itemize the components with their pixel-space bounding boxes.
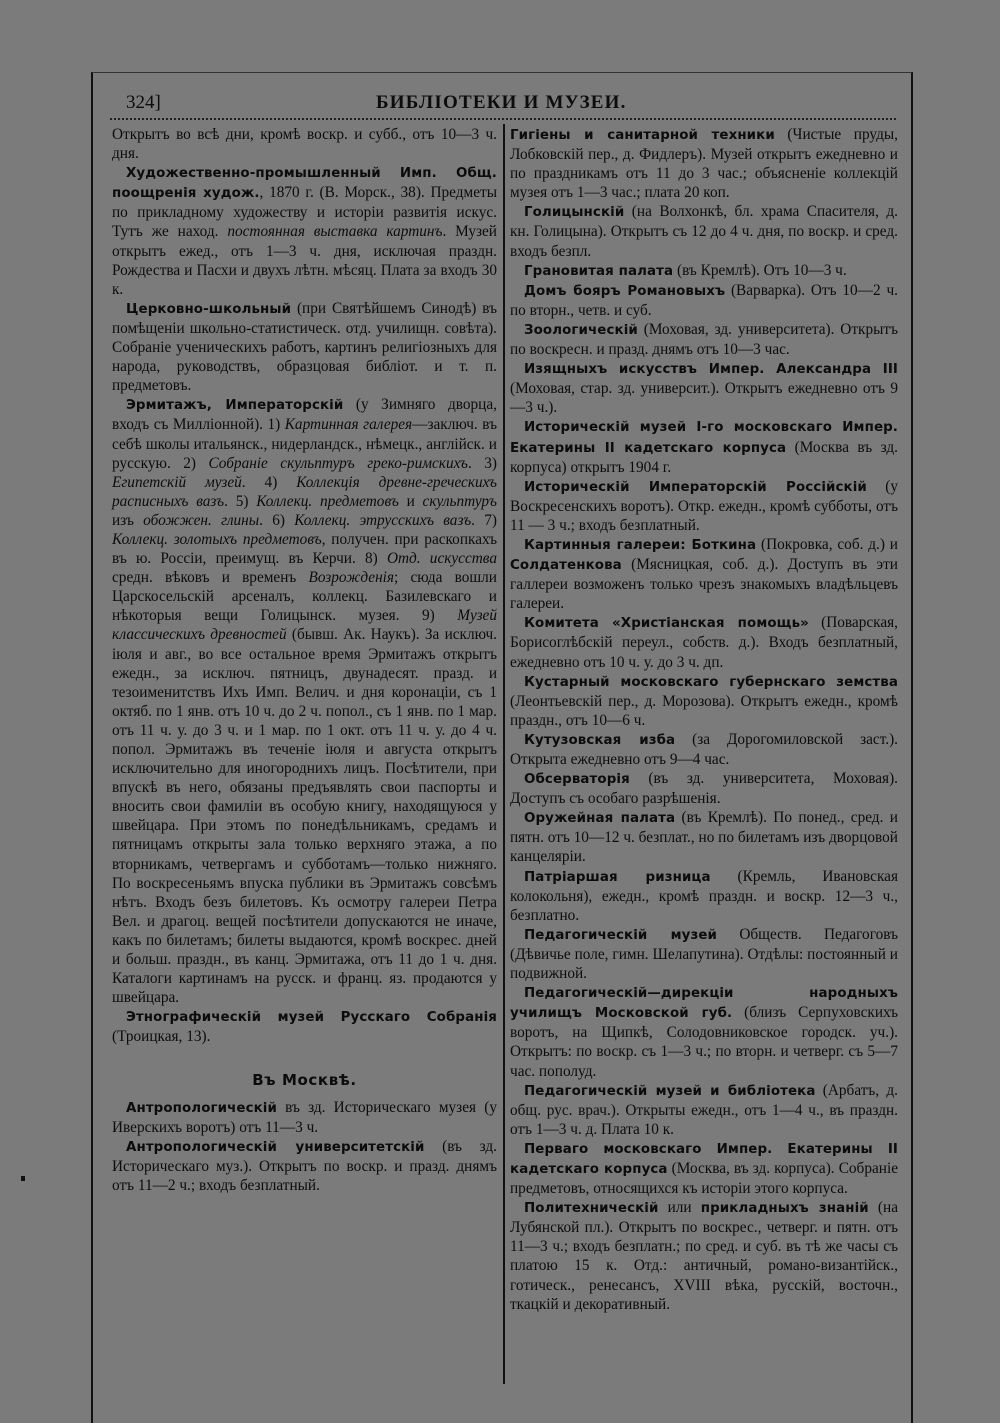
running-title: БИБЛІОТЕКИ И МУЗЕИ. <box>376 92 627 113</box>
entry-name: Кутузовская изба <box>524 732 676 748</box>
entry: Перваго московскаго Импер. Екатерины II кадетскаго корпуса (Москва, въ зд. корпуса). Собраніе предметовъ, относящихся къ исторіи этого корпуса. <box>510 1141 898 1198</box>
entry: Обсерваторія (въ зд. университета, Моховая). Доступъ съ особаго разрѣшенія. <box>510 770 898 808</box>
entry: Картинныя галереи: Боткина (Покровка, соб. д.) и Солдатенкова (Мясницкая, соб. д.). Доступъ въ эти галлереи возможенъ только чрезъ знакомыхъ владѣльцевъ галереи. <box>510 535 898 613</box>
entry-name: Художественно-промышленный Имп. Общ. поощренія худож. <box>112 166 497 202</box>
entry: Политехническій или прикладныхъ знаній (на Лубянской пл.). Открытъ по воскрес., четверг. и пятн. отъ 11—3 ч.; входъ безплатн.; по сред. и суб. въ тѣ же часы съ платою 15 к. Отд.: античный, романо-византійск., готическ., ренесансъ, XVIII вѣка, русскій, восточн., ткацкій и декоративный. <box>510 1199 898 1313</box>
section-heading: Въ Москвѣ. <box>252 1070 357 1089</box>
entry: Голицынскій (на Волхонкѣ, бл. храма Спасителя, д. кн. Голицына). Открытъ съ 12 до 4 ч. дня, по воскр. и сред. входъ безпл. <box>510 203 898 260</box>
entry-name: Гигіены и санитарной техники <box>510 128 775 143</box>
entry-name: Изящныхъ искусствъ Импер. Александра III <box>524 362 898 378</box>
entry-name: Педагогическій—дирекціи народныхъ училищъ Московской губ. <box>510 986 898 1022</box>
entry-name: Антропологическій <box>126 1100 277 1116</box>
entry-name: Политехническій <box>524 1201 659 1217</box>
entry-name: Солдатенкова <box>510 558 622 574</box>
entry: Патріаршая ризница (Кремль, Ивановская колокольня), ежедн., кромѣ праздн. и воскр. 12—3 ч., безплатно. <box>510 867 898 924</box>
entry: Антропологическій въ зд. Историческаго музея (у Иверскихъ воротъ) отъ 11—3 ч. <box>112 1098 497 1136</box>
entry: Кустарный московскаго губернскаго земства (Леонтьевскій пер., д. Морозова). Открытъ ежедн., кромѣ праздн., отъ 10—6 ч. <box>510 674 898 729</box>
entry: Домъ бояръ Романовыхъ (Варварка). Отъ 10—2 ч. по вторн., четв. и суб. <box>510 281 898 319</box>
entry: Грановитая палата (въ Кремлѣ). Отъ 10—3 ч. <box>524 261 847 279</box>
entry: Зоологическій (Моховая, зд. университета). Открытъ по воскресн. и празд. днямъ отъ 10—3 час. <box>510 320 898 359</box>
column-separator <box>503 124 505 1384</box>
entry-name: Этнографическій музей Русскаго Собранія <box>126 1010 497 1026</box>
entry-name: Антропологическій университетскій <box>126 1139 425 1155</box>
entry-name: Обсерваторія <box>524 772 630 788</box>
entry-name: Зоологическій <box>524 322 638 338</box>
entry-continuation: Открытъ во всѣ дни, кромѣ воскр. и субб., отъ 10—3 ч. дня. <box>112 126 497 163</box>
entry-name: Педагогическій музей и библіотека <box>524 1083 816 1099</box>
entry-name: Домъ бояръ Романовыхъ <box>524 283 726 299</box>
entry: Художественно-промышленный Имп. Общ. поощренія худож., 1870 г. (В. Морск., 38). Предметы по прикладному художеству и исторіи развитія искус. Тутъ же наход. постоянная выставка картинъ. Музей открытъ ежед., отъ 1—3 ч. дня, исключая праздн. Рождества и Пасхи и двухъ лѣтн. мѣсяц. Плата за входъ 30 к. <box>112 166 497 298</box>
entry-name: Грановитая палата <box>524 263 674 279</box>
entry: Изящныхъ искусствъ Импер. Александра III (Моховая, стар. зд. университ.). Открытъ ежедневно отъ 9—3 ч.). <box>510 362 898 417</box>
entry: Педагогическій музей и библіотека (Арбатъ, д. общ. рус. врач.). Открыты ежедн., отъ 1—4 ч., въ праздн. отъ 1—3 ч. д. Плата 10 к. <box>510 1081 898 1138</box>
entry: Педагогическій—дирекціи народныхъ училищъ Московской губ. (близъ Серпуховскихъ воротъ, на Щипкѣ, Солодовниковское городск. уч.). Открытъ: по воскр. съ 1—3 ч.; по вторн. и четверг. съ 5—7 час. пополуд. <box>510 986 898 1080</box>
entry-name: Эрмитажъ, Императорскій <box>126 398 344 414</box>
ink-speck <box>21 1176 25 1181</box>
right-column <box>510 125 898 1314</box>
entry: Антропологическій университетскій (въ зд. Историческаго муз.). Открытъ по воскр. и празд. днямъ отъ 11—2 ч.; входъ безплатный. <box>112 1137 497 1194</box>
entry: Оружейная палата (въ Кремлѣ). По понед., сред. и пятн. отъ 10—12 ч. безплат., но по билетамъ изъ дворцовой канцеляріи. <box>510 809 898 866</box>
entry-name: прикладныхъ знаній <box>700 1201 869 1217</box>
entry-name: Историческій Императорскій Россійскій <box>524 479 867 495</box>
entry-name: Историческій музей I-го московскаго Импер. Екатерины II кадетскаго корпуса <box>510 420 898 456</box>
entry: Эрмитажъ, Императорскій (у Зимняго дворца, входъ съ Миллiонной). 1) Картинная галерея—заключ. въ себѣ школы итальянск., нидерландск., нѣмецк., англійск. и русскую. 2) Собраніе скульптуръ греко-римскихъ. 3) Египетскій музей. 4) Коллекція древне-греческихъ расписныхъ вазъ. 5) Коллекц. предметовъ и скульптуръ изъ обожжен. глины. 6) Коллекц. этрусскихъ вазъ. 7) Коллекц. золотыхъ предметовъ, получен. при раскопкахъ въ ю. Россіи, преимущ. въ Керчи. 8) Отд. искусства средн. вѣковъ и временъ Возрожденія; сюда вошли Царскосельскій арсеналъ, коллекц. Базилевскаго и нѣкоторыя вещи Голицынск. музея. 9) Музей классическихъ древностей (бывш. Ак. Наукъ). За исключ. іюля и авг., во все остальное время Эрмитажъ открытъ ежедн., за исключ. пятницъ, двунадесят. празд. и тезоименитствъ Ихъ Имп. Велич. и дня коронаціи, съ 1 октяб. по 1 янв. отъ 10 ч. до 2 ч. попол., съ 1 янв. по 1 мар. отъ 11 ч. у. до 3 ч. и 1 мар. по 1 окт. отъ 11 ч. у. до 4 ч. попол. Эрмитажъ въ теченіе іюля и августа открытъ исключительно для иногороднихъ лицъ. Посѣтители, при впускѣ въ него, обязаны предъявлять свои паспорты и вносить свои фамиліи въ особую книгу, находящуюся у швейцара. При этомъ по понедѣльникамъ, средамъ и пятницамъ открыты зала только верхняго этажа, а по вторникамъ, четвергамъ и субботамъ—только нижняго. По воскресеньямъ впуска публики въ Эрмитажъ совсѣмъ нѣтъ. Входъ безъ билетовъ. Къ осмотру галереи Петра Вел. и драгоц. вещей посѣтители допускаются не иначе, какъ по билетамъ; билеты выдаются, кромѣ воскрес. дней и больш. праздн., въ канц. Эрмитажа, отъ 11 до 1 ч. дня. Каталоги картинамъ на русск. и франц. яз. продаются у швейцара. <box>112 396 497 1007</box>
left-column <box>112 125 497 1195</box>
entry-name: Оружейная палата <box>524 811 676 827</box>
entry: Историческій музей I-го московскаго Импер. Екатерины II кадетскаго корпуса (Москва въ зд. корпуса) открытъ 1904 г. <box>510 420 898 476</box>
entry-name: Патріаршая ризница <box>524 869 711 885</box>
entry: Церковно-школьный (при Святѣйшемъ Синодѣ) въ помѣщеніи школьно-статистическ. отд. училищн. совѣта). Собраніе ученическихъ работъ, картинъ религіозныхъ для народа, руководствъ, образцовая библіот. и т. п. предметовъ. <box>112 299 497 395</box>
header-rule <box>110 118 896 120</box>
entry: Педагогическій музей Обществ. Педагоговъ (Дѣвичье поле, гимн. Шелапутина). Отдѣлы: постоянный и подвижной. <box>510 925 898 983</box>
entry: Кутузовская изба (за Дорогомиловской заст.). Открыта ежедневно отъ 9—4 час. <box>510 730 898 768</box>
entry-name: Кустарный московскаго губернскаго земства <box>524 674 898 690</box>
entry-name: Картинныя галереи: Боткина <box>524 537 757 553</box>
entry-name: Перваго московскаго Импер. Екатерины II кадетскаго корпуса <box>510 1141 898 1177</box>
entry-name: Церковно-школьный <box>126 301 292 317</box>
entry: Этнографическій музей Русскаго Собранія (Троицкая, 13). <box>112 1010 497 1046</box>
entry-name: Педагогическій музей <box>524 927 718 943</box>
entry-continuation: Гигіены и санитарной техники (Чистые пруды, Лобковскій пер., д. Фидлеръ). Музей открытъ ежедневно и по праздникамъ отъ 11 до 3 час.; объясненіе коллекцій музея отъ 1—3 час.; плата 20 коп. <box>510 126 898 202</box>
entry-name: Голицынскій <box>524 205 625 221</box>
page-number: 324] <box>126 92 161 113</box>
entry: Комитета «Христіанская помощь» (Поварская, Борисоглѣбскій переул., собств. д.). Входъ безплатный, ежедневно отъ 10 ч. у. до 3 ч. дп. <box>510 614 898 671</box>
entry: Историческій Императорскій Россійскій (у Воскресенскихъ воротъ). Откр. ежедн., кромѣ субботы, отъ 11 — 3 ч.; входъ безплатный. <box>510 477 898 534</box>
entry-name: Комитета «Христіанская помощь» <box>524 616 809 632</box>
